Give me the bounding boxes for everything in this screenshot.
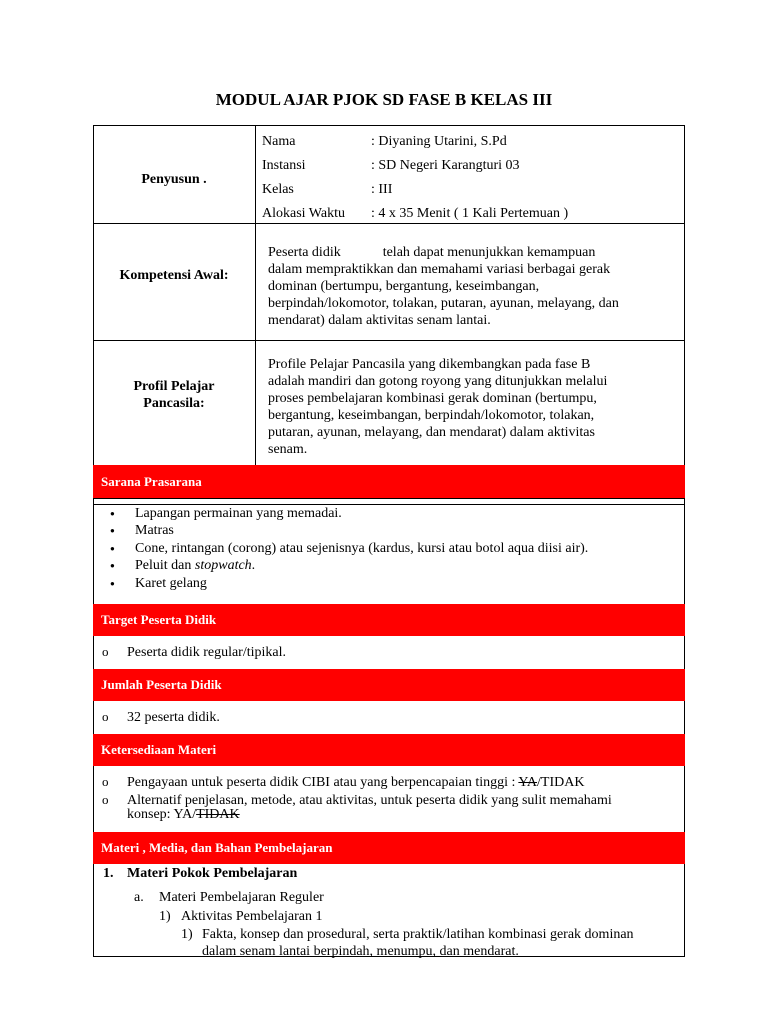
struck-option: YA	[518, 775, 538, 790]
section-header-target: Target Peserta Didik	[93, 604, 685, 636]
text-line: berpindah/lokomotor, tolakan, putaran, ayunan, melayang, dan	[268, 296, 619, 311]
list-item: Cone, rintangan (corong) atau sejenisnya (kardus, kursi atau botol aqua diisi air).	[135, 541, 589, 556]
list-number: 1)	[181, 927, 193, 942]
text-line: senam.	[268, 442, 308, 457]
list-number: 1)	[159, 909, 171, 924]
section-header-sarana: Sarana Prasarana	[93, 465, 685, 498]
text-line: Peserta didik telah dapat menunjukkan kemampuan	[268, 245, 596, 260]
list-item: Lapangan permainan yang memadai.	[135, 506, 342, 521]
row-divider	[93, 340, 685, 341]
text-line: Profile Pelajar Pancasila yang dikembangkan pada fase B	[268, 357, 591, 372]
field-value-instansi: : SD Negeri Karangturi 03	[371, 158, 520, 173]
row-divider	[93, 223, 685, 224]
bullet-icon: ●	[110, 526, 115, 535]
text-line: proses pembelajaran kombinasi gerak dominan (bertumpu,	[268, 391, 597, 406]
list-item: Karet gelang	[135, 576, 207, 591]
list-item: Peserta didik regular/tipikal.	[127, 645, 287, 660]
bullet-icon: o	[102, 644, 109, 659]
list-item: 32 peserta didik.	[127, 710, 220, 725]
list-letter: a.	[134, 890, 144, 905]
field-key-instansi: Instansi	[262, 158, 306, 173]
list-item	[135, 557, 255, 574]
bullet-icon: o	[102, 709, 109, 724]
field-value-kelas: : III	[371, 182, 393, 197]
section-header-materi: Materi , Media, dan Bahan Pembelajaran	[93, 832, 685, 864]
bullet-icon: o	[102, 774, 109, 789]
document-title: MODUL AJAR PJOK SD FASE B KELAS III	[215, 90, 553, 109]
field-key-alokasi: Alokasi Waktu	[262, 206, 345, 221]
item-text: Pengayaan untuk peserta didik CIBI atau yang berpencapaian tinggi :	[127, 775, 519, 790]
text-line: dominan (bertumpu, bergantung, keseimbangan,	[268, 279, 540, 294]
profil-label-line1: Profil Pelajar	[133, 379, 215, 394]
list-number: 1.	[103, 866, 114, 881]
text-line: bergantung, keseimbangan, berpindah/lokomotor, tolakan,	[268, 408, 595, 423]
list-item-tail: .	[251, 558, 256, 573]
field-value-alokasi: : 4 x 35 Menit ( 1 Kali Pertemuan )	[371, 206, 569, 221]
list-item: Aktivitas Pembelajaran 1	[181, 909, 323, 924]
item-text: konsep: YA/	[127, 807, 197, 822]
penyusun-label: Penyusun .	[141, 172, 207, 187]
section-header-jumlah: Jumlah Peserta Didik	[93, 669, 685, 701]
bullet-icon: ●	[110, 509, 115, 518]
list-item-line2	[127, 806, 240, 823]
list-item	[127, 774, 584, 791]
list-item-italic: stopwatch	[194, 558, 252, 573]
list-item-line1: Alternatif penjelasan, metode, atau aktivitas, untuk peserta didik yang sulit memahami	[127, 793, 612, 808]
list-item-line2: dalam senam lantai berpindah, menumpu, dan mendarat.	[202, 944, 519, 959]
bullet-icon: ●	[110, 561, 115, 570]
list-heading: Materi Pokok Pembelajaran	[127, 866, 298, 881]
section-header-ketersediaan: Ketersediaan Materi	[93, 734, 685, 766]
bullet-icon: o	[102, 792, 109, 807]
list-item: Matras	[135, 523, 174, 538]
text-line: adalah mandiri dan gotong royong yang ditunjukkan melalui	[268, 374, 608, 389]
item-tail: /TIDAK	[537, 775, 585, 790]
list-item-line1: Fakta, konsep dan prosedural, serta praktik/latihan kombinasi gerak dominan	[202, 927, 634, 942]
table-column-divider	[255, 125, 256, 465]
profil-label-line2: Pancasila:	[143, 396, 205, 411]
bullet-icon: ●	[110, 544, 115, 553]
text-line: dalam mempraktikkan dan memahami variasi berbagai gerak	[268, 262, 611, 277]
list-item: Materi Pembelajaran Reguler	[159, 890, 324, 905]
text-line: putaran, ayunan, melayang, dan mendarat) dalam aktivitas	[268, 425, 595, 440]
kompetensi-awal-label: Kompetensi Awal:	[119, 268, 229, 283]
struck-option: TIDAK	[196, 807, 240, 822]
field-key-nama: Nama	[262, 134, 296, 149]
row-divider	[93, 498, 685, 499]
field-key-kelas: Kelas	[262, 182, 294, 197]
text-line: mendarat) dalam aktivitas senam lantai.	[268, 313, 491, 328]
list-item-text: Peluit dan	[135, 558, 195, 573]
bullet-icon: ●	[110, 579, 115, 588]
field-value-nama: : Diyaning Utarini, S.Pd	[371, 134, 507, 149]
